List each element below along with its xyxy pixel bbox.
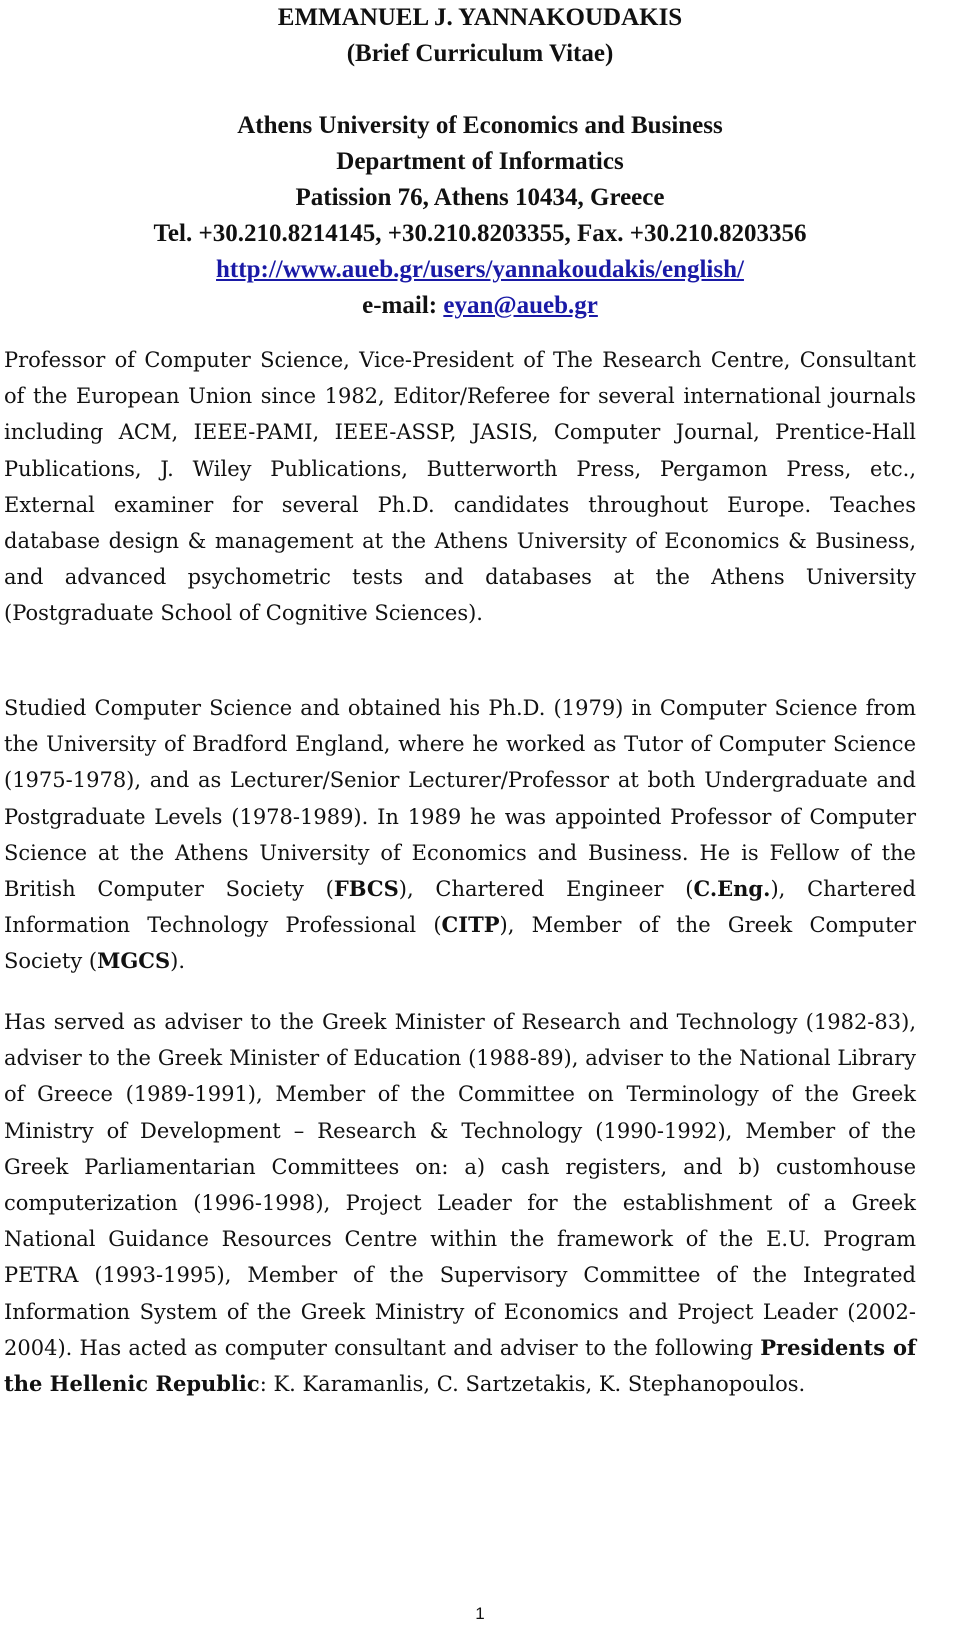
postal-address: Patission 76, Athens 10434, Greece [295, 184, 665, 211]
email-link[interactable]: eyan@aueb.gr [443, 292, 598, 319]
presidents-heading: Presidents of the Hellenic Republic [4, 1334, 917, 1397]
credential-ceng: C.Eng. [693, 876, 771, 902]
paragraph-education [4, 690, 916, 980]
paragraph-text: Studied Computer Science and obtained his Ph.D. (1979) in Computer Science from the University of Bradford England, where he worked as Tutor of Computer Science (1975-1978), and as Lecturer/Senior Lecturer/Professor at both Undergraduate and Postgraduate Levels (1978-1989). In 1989 he was appointed Professor of Computer Science at the Athens University of Economics and Business. He is Fellow of the British Computer Society ( [4, 696, 916, 902]
paragraph-positions [4, 342, 916, 632]
website-link[interactable]: http://www.aueb.gr/users/yannakoudakis/english/ [216, 256, 744, 283]
credential-fbcs: FBCS [333, 876, 399, 902]
paragraph-text: ). [170, 949, 186, 974]
paragraph-text: : K. Karamanlis, C. Sartzetakis, K. Stephanopoulos. [259, 1372, 806, 1397]
department-name: Department of Informatics [336, 148, 624, 175]
website-line [0, 252, 960, 288]
paragraph-text: ), Chartered Information Technology Professional ( [4, 877, 916, 938]
paragraph-advisory [4, 1004, 916, 1402]
author-name: EMMANUEL J. YANNAKOUDAKIS [277, 4, 683, 31]
credential-mgcs: MGCS [97, 948, 171, 974]
header-spacer [0, 72, 960, 108]
phone-fax-line: Tel. +30.210.8214145, +30.210.8203355, Fax. +30.210.8203356 [153, 220, 807, 247]
paragraph-text: Has served as adviser to the Greek Minister of Research and Technology (1982-83), adviser to the Greek Minister of Education (1988-89), adviser to the National Library of Greece (1989-1991), Member of the Committee on Terminology of the Greek Ministry of Development – Research & Technology (1990-1992), Member of the Greek Parliamentarian Committees on: a) cash registers, and b) customhouse computerization (1996-1998), Project Leader for the establishment of a Greek National Guidance Resources Centre within the framework of the E.U. Program PETRA (1993-1995), Member of the Supervisory Committee of the Integrated Information System of the Greek Ministry of Economics and Project Leader (2002-2004). Has acted as computer consultant and adviser to the following [4, 1010, 916, 1360]
page-number: 1 [475, 1604, 485, 1623]
paragraph-text: ), Chartered Engineer ( [398, 877, 694, 902]
paragraph-text: Professor of Computer Science, Vice-President of The Research Centre, Consultant of the European Union since 1982, Editor/Referee for several international journals including ACM, IEEE-PAMI, IEEE-ASSP, JASIS, Computer Journal, Prentice-Hall Publications, J. Wiley Publications, Butterworth Press, Pergamon Press, etc., External examiner for several Ph.D. candidates throughout Europe. Teaches database design & management at the Athens University of Economics & Business, and advanced psychometric tests and databases at the Athens University (Postgraduate School of Cognitive Sciences). [4, 348, 916, 626]
document-subtitle: (Brief Curriculum Vitae) [346, 40, 614, 67]
cv-header [0, 0, 960, 324]
university-name: Athens University of Economics and Business [237, 112, 723, 139]
email-line [0, 288, 960, 324]
email-label: e-mail: [362, 292, 438, 319]
paragraph-text: ), Member of the Greek Computer Society ( [4, 913, 916, 974]
credential-citp: CITP [441, 912, 500, 938]
